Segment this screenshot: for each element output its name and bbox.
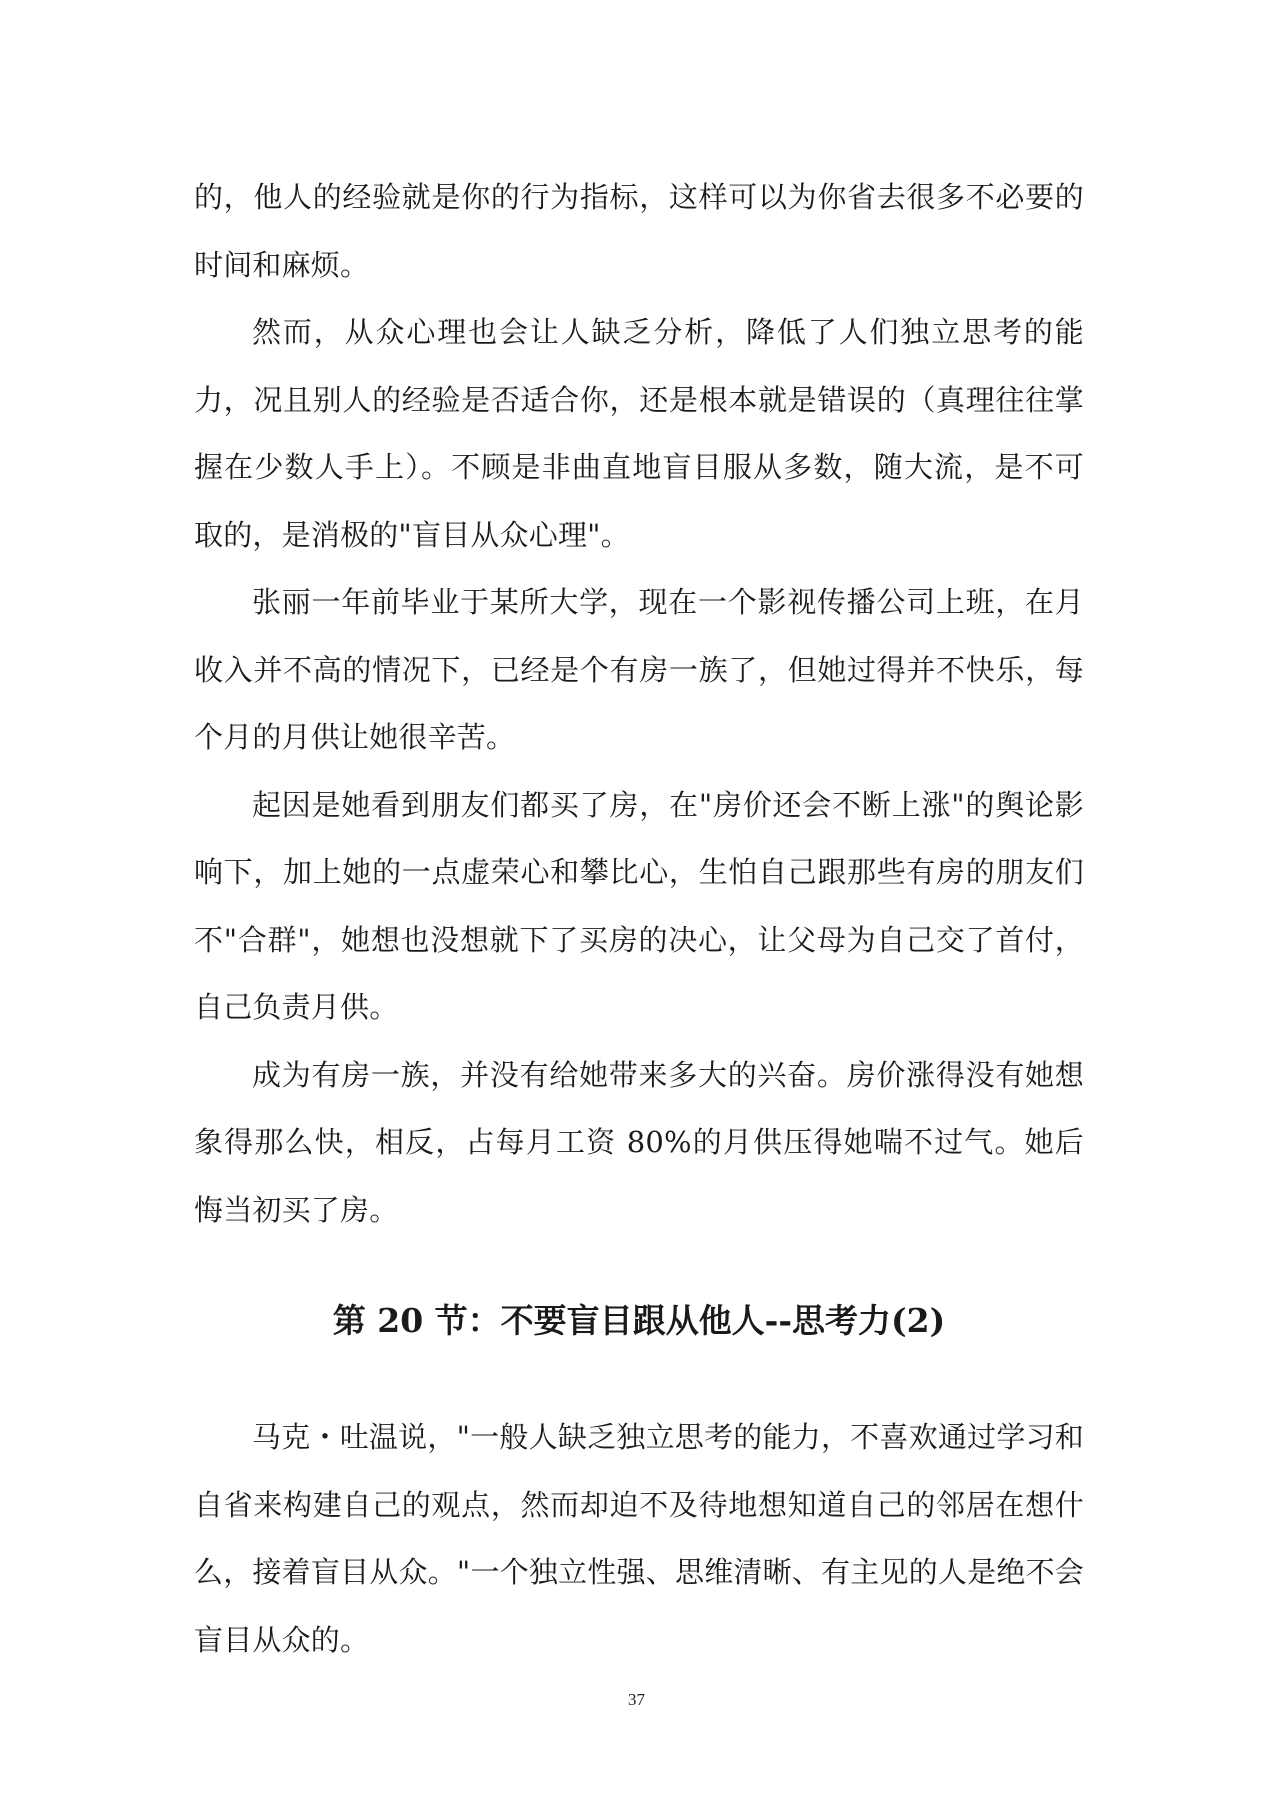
- body-text: [194, 164, 1084, 1674]
- paragraph-mark-twain-quote: 马克・吐温说，"一般人缺乏独立思考的能力，不喜欢通过学习和自省来构建自己的观点，然而却迫不及待地想知道自己的邻居在想什么，接着盲目从众。"一个独立性强、思维清晰、有主见的人是绝不会盲目从众的。: [194, 1420, 1084, 1657]
- paragraph-zhangli-intro: 张丽一年前毕业于某所大学，现在一个影视传播公司上班，在月收入并不高的情况下，已经是个有房一族了，但她过得并不快乐，每个月的月供让她很辛苦。: [194, 585, 1084, 754]
- paragraph-continued: 的，他人的经验就是你的行为指标，这样可以为你省去很多不必要的时间和麻烦。: [194, 180, 1084, 282]
- page-number: 37: [628, 1690, 645, 1709]
- paragraph-zhangli-regret: 成为有房一族，并没有给她带来多大的兴奋。房价涨得没有她想象得那么快，相反，占每月工资 80%的月供压得她喘不过气。她后悔当初买了房。: [194, 1057, 1084, 1227]
- paragraph-zhangli-cause: 起因是她看到朋友们都买了房，在"房价还会不断上涨"的舆论影响下，加上她的一点虚荣心和攀比心，生怕自己跟那些有房的朋友们不"合群"，她想也没想就下了买房的决心，让父母为自己交了首付，自己负责月供。: [194, 787, 1084, 1024]
- section-heading: 第 20 节：不要盲目跟从他人--思考力(2): [332, 1301, 946, 1340]
- paragraph-conformity-downside: 然而，从众心理也会让人缺乏分析，降低了人们独立思考的能力，况且别人的经验是否适合你，还是根本就是错误的（真理往往掌握在少数人手上）。不顾是非曲直地盲目服从多数，随大流，是不可取的，是消极的"盲目从众心理"。: [194, 315, 1084, 552]
